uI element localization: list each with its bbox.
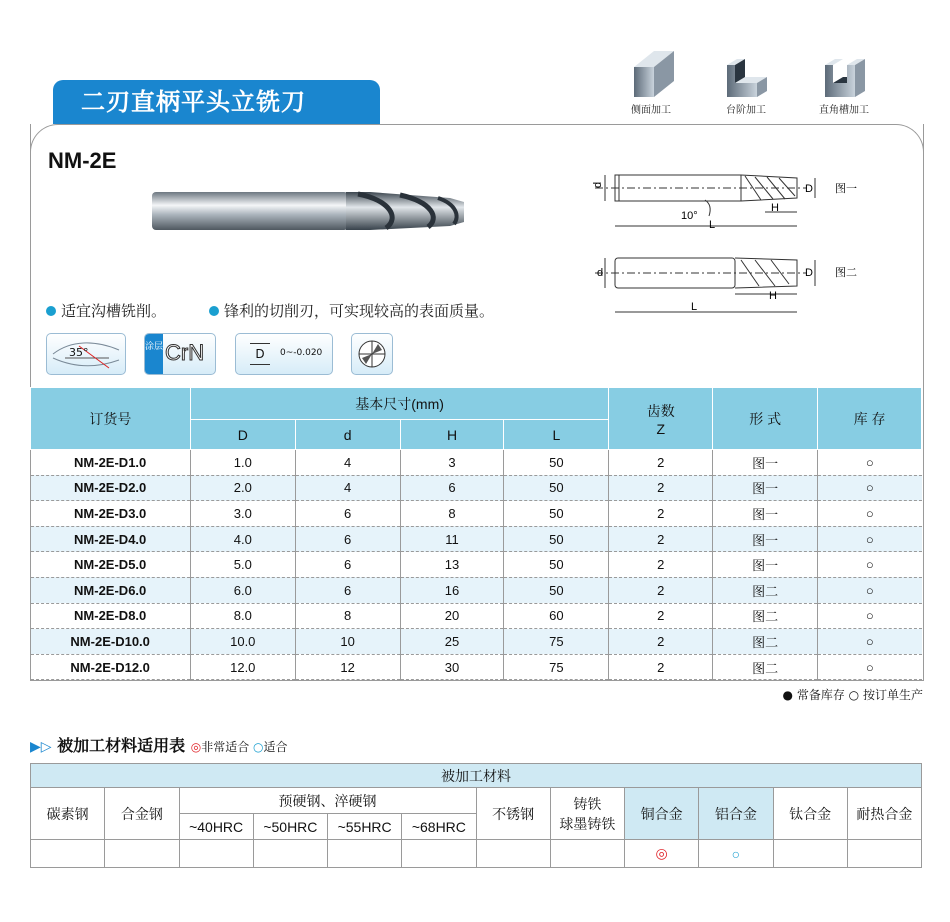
cell-H: 16: [400, 577, 504, 603]
mat-stainless: 不锈钢: [476, 788, 550, 840]
cell-H: 6: [400, 475, 504, 501]
cell-no: NM-2E-D12.0: [31, 654, 191, 680]
mat-hrc-50: ~50HRC: [253, 814, 327, 840]
table-row: [31, 654, 922, 680]
cell-d: 6: [295, 577, 400, 603]
cell-no: NM-2E-D6.0: [31, 577, 191, 603]
cell-Z: 2: [609, 552, 713, 578]
cell-L: 50: [504, 450, 609, 476]
cell-D: 5.0: [190, 552, 295, 578]
cell-Z: 2: [609, 475, 713, 501]
materials-title: 被加工材料: [31, 764, 922, 788]
rating-aluminum: ○: [699, 840, 773, 868]
end-mill-image: [150, 188, 468, 234]
bullet-icon: [46, 306, 56, 316]
mat-copper: 铜合金: [625, 788, 699, 840]
tolerance-badge: [235, 333, 333, 375]
rating-copper: ◎: [625, 840, 699, 868]
cell-stock: ○: [818, 629, 922, 655]
cell-d: 8: [295, 603, 400, 629]
cell-D: 1.0: [190, 450, 295, 476]
materials-heading: ▶▷ 被加工材料适用表 ◎非常适合 ○适合: [30, 736, 288, 755]
cell-d: 4: [295, 450, 400, 476]
cell-L: 60: [504, 603, 609, 629]
feature-2: 锋利的切削刃，可实现较高的表面质量。: [209, 300, 494, 321]
cell-stock: ○: [818, 526, 922, 552]
diagram-L-label: L: [691, 301, 698, 313]
col-L: L: [504, 420, 609, 450]
cell-Z: 2: [609, 501, 713, 527]
cell-d: 10: [295, 629, 400, 655]
col-teeth: 齿数 Z: [609, 388, 713, 450]
cell-form: 图一: [713, 526, 818, 552]
cell-L: 50: [504, 526, 609, 552]
cell-H: 8: [400, 501, 504, 527]
cell-H: 25: [400, 629, 504, 655]
col-order-no: 订货号: [31, 388, 191, 450]
mat-carbon-steel: 碳素钢: [31, 788, 105, 840]
table-row: [31, 475, 922, 501]
tolerance-symbol: D: [250, 343, 270, 365]
operation-label: 侧面加工: [631, 105, 671, 116]
table-row: [31, 501, 922, 527]
mat-hrc-68: ~68HRC: [402, 814, 476, 840]
cell-form: 图一: [713, 450, 818, 476]
cell-D: 6.0: [190, 577, 295, 603]
cell-form: 图二: [713, 603, 818, 629]
mat-aluminum: 铝合金: [699, 788, 773, 840]
col-form: 形 式: [713, 388, 818, 450]
stock-legend: ● 常备库存 ○ 按订单生产: [782, 688, 923, 702]
spec-table: [30, 387, 922, 680]
cell-form: 图一: [713, 501, 818, 527]
cell-d: 6: [295, 552, 400, 578]
coating-badge: [144, 333, 216, 375]
mat-hrc-55: ~55HRC: [328, 814, 402, 840]
diagram-figure-2: [585, 248, 865, 318]
bullet-icon: [209, 306, 219, 316]
tolerance-value: 0~-0.020: [280, 348, 323, 358]
step-milling-icon: [719, 45, 773, 99]
cell-D: 10.0: [190, 629, 295, 655]
cell-stock: ○: [818, 450, 922, 476]
diagram-H-label: H: [769, 290, 777, 302]
cell-Z: 2: [609, 577, 713, 603]
table-row: [31, 577, 922, 603]
col-d: d: [295, 420, 400, 450]
cell-L: 50: [504, 552, 609, 578]
operation-label: 台阶加工: [726, 105, 766, 116]
col-D: D: [190, 420, 295, 450]
cell-no: NM-2E-D8.0: [31, 603, 191, 629]
cell-Z: 2: [609, 654, 713, 680]
cell-no: NM-2E-D5.0: [31, 552, 191, 578]
diagram-d-label: d: [592, 181, 604, 188]
table-row: [31, 629, 922, 655]
cell-L: 75: [504, 654, 609, 680]
operation-label: 直角槽加工: [819, 105, 869, 116]
diagram-D-label: D: [805, 267, 813, 279]
table-row: [31, 552, 922, 578]
helix-angle-badge: [46, 333, 126, 375]
cell-stock: ○: [818, 654, 922, 680]
cell-form: 图一: [713, 475, 818, 501]
feature-1: 适宜沟槽铣削。: [46, 300, 166, 321]
cell-H: 3: [400, 450, 504, 476]
end-geometry-badge: [351, 333, 393, 375]
materials-table: [30, 763, 922, 868]
col-H: H: [400, 420, 504, 450]
helix-angle-icon: [47, 334, 125, 374]
cell-D: 3.0: [190, 501, 295, 527]
diagram-d-label: d: [597, 267, 604, 279]
cell-no: NM-2E-D3.0: [31, 501, 191, 527]
cell-Z: 2: [609, 603, 713, 629]
cell-D: 8.0: [190, 603, 295, 629]
cell-H: 30: [400, 654, 504, 680]
cell-form: 图二: [713, 577, 818, 603]
cell-form: 图一: [713, 552, 818, 578]
mat-hardened: 预硬钢、淬硬钢: [179, 788, 476, 814]
cell-L: 50: [504, 577, 609, 603]
diagram-angle-label: 10°: [681, 210, 698, 222]
diagram-D-label: D: [805, 183, 813, 195]
cell-d: 12: [295, 654, 400, 680]
cell-Z: 2: [609, 629, 713, 655]
mat-cast-iron: 铸铁 球墨铸铁: [550, 788, 624, 840]
cell-H: 11: [400, 526, 504, 552]
cell-stock: ○: [818, 475, 922, 501]
table-row: [31, 450, 922, 476]
diagram-caption: 图二: [835, 266, 857, 279]
cell-D: 12.0: [190, 654, 295, 680]
diagram-H-label: H: [771, 202, 779, 214]
svg-text:35°: 35°: [69, 346, 89, 359]
operation-slot: [809, 45, 879, 116]
cell-stock: ○: [818, 577, 922, 603]
cell-form: 图二: [713, 629, 818, 655]
mat-heat-resistant: 耐热合金: [847, 788, 921, 840]
cell-Z: 2: [609, 450, 713, 476]
cell-form: 图二: [713, 654, 818, 680]
coating-label: 涂层: [145, 334, 163, 374]
page-title: 二刃直柄平头立铣刀: [53, 80, 380, 124]
operation-step: [711, 45, 781, 116]
cell-L: 50: [504, 475, 609, 501]
mat-hrc-40: ~40HRC: [179, 814, 253, 840]
diagram-figure-1: [585, 160, 865, 232]
side-milling-icon: [624, 45, 678, 99]
cell-d: 4: [295, 475, 400, 501]
cell-L: 75: [504, 629, 609, 655]
cell-Z: 2: [609, 526, 713, 552]
end-face-icon: [352, 334, 392, 374]
slot-milling-icon: [817, 45, 871, 99]
operation-side: [616, 45, 686, 116]
cell-D: 4.0: [190, 526, 295, 552]
col-stock: 库 存: [818, 388, 922, 450]
cell-d: 6: [295, 526, 400, 552]
cell-d: 6: [295, 501, 400, 527]
diagram-caption: 图一: [835, 182, 857, 195]
mat-titanium: 钛合金: [773, 788, 847, 840]
cell-stock: ○: [818, 552, 922, 578]
coating-name: CrN: [165, 340, 205, 365]
model-name: NM-2E: [48, 148, 117, 173]
cell-D: 2.0: [190, 475, 295, 501]
table-row: [31, 526, 922, 552]
cell-no: NM-2E-D2.0: [31, 475, 191, 501]
double-chevron-icon: ▶▷: [30, 739, 52, 755]
col-basic-dims: 基本尺寸(mm): [190, 388, 609, 420]
cell-H: 13: [400, 552, 504, 578]
cell-L: 50: [504, 501, 609, 527]
cell-no: NM-2E-D1.0: [31, 450, 191, 476]
cell-no: NM-2E-D4.0: [31, 526, 191, 552]
table-row: [31, 603, 922, 629]
diagram-L-label: L: [709, 219, 716, 231]
cell-H: 20: [400, 603, 504, 629]
cell-stock: ○: [818, 603, 922, 629]
cell-no: NM-2E-D10.0: [31, 629, 191, 655]
cell-stock: ○: [818, 501, 922, 527]
mat-alloy-steel: 合金钢: [105, 788, 179, 840]
